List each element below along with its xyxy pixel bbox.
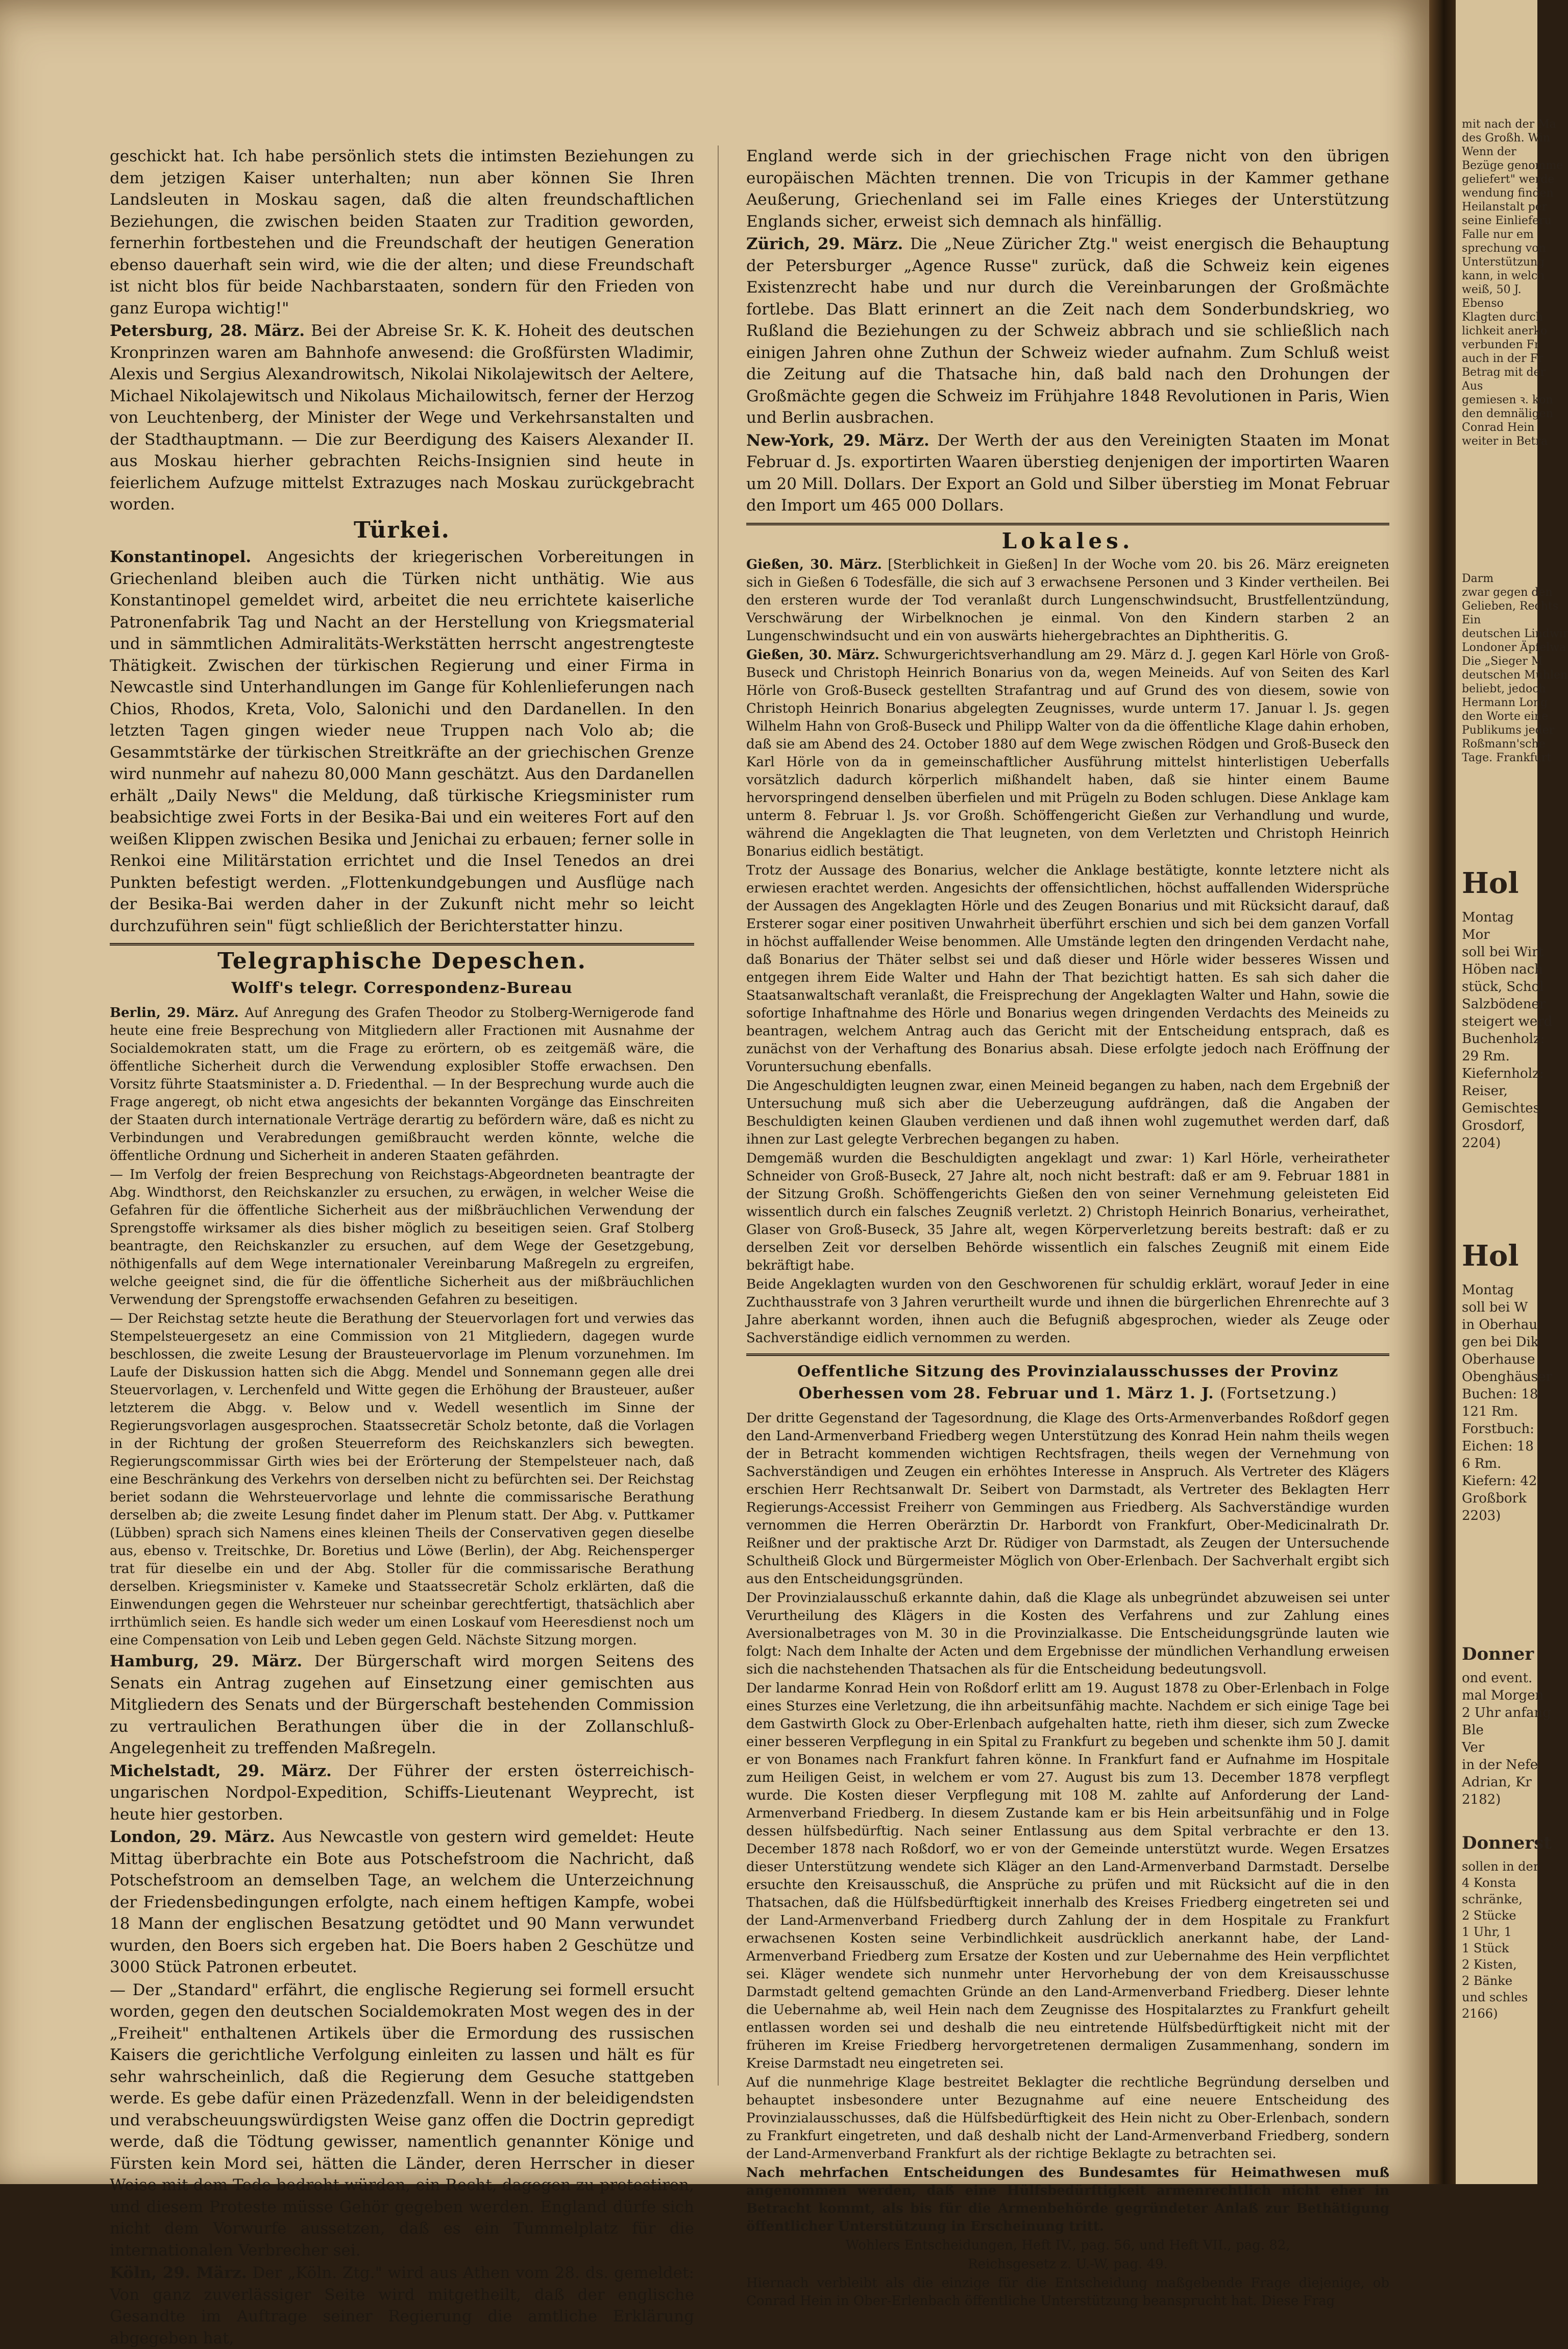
article-text: Auf Anregung des Grafen Theodor zu Stolberg-Wernigerode fand heute eine freie Besprechung von Mitgliedern aller Fractionen mit Ausnahme der Socialdemokraten statt, um die Frage zu erörtern, ob es zeitgemäß wäre, die öffentliche Sicherheit durch die Verwendung explosibler Stoffe erwachsen. Den Vorsitz führte Staatsminister a. D. Friedenthal. — In der Besprechung wurde auch die Frage angeregt, ob nicht etwa angesichts der bekannten Vorgänge das Einschreiten der Staaten durch internationale Verträge derartig zu befördern wäre, daß es nicht zu Verbindungen und Verabredungen gemißbraucht werden könnte, welche die öffentliche Ordnung und Sicherheit in anderen Staaten gefährden. (110, 1005, 694, 1164)
giessen-verdict: Beide Angeklagten wurden von den Geschworenen für schuldig erklärt, worauf Jeder in eine Zuchthausstrafe von 3 Jahren verurtheilt wurde und ihnen die bürgerlichen Ehrenrechte auf 3 Jahre aberkannt worden, ihnen auch die Befugniß abgesprochen, wieder als Zeuge oder Sachverständige eidlich vernommen zu werden. (746, 1277, 1389, 1346)
london-article (110, 1826, 694, 1978)
auction-notice-fragment (1462, 1669, 1551, 1808)
adjacent-column-fragment (1462, 572, 1568, 765)
article-text: Aus Newcastle von gestern wird gemeldet: Heute Mittag überbrachte ein Bote aus Potschefstroom die Nachricht, daß Potschefstroom an demselben Tage, an welchem die Unterzeichnung der Friedensbedingungen erfolgte, nach einem heftigen Kampfe, wobei 18 Mann der englischen Besatzung getödtet und 90 Mann verwundet wurden, den Boers sich ergeben hat. Die Boers haben 2 Geschütze und 3000 Stück Patronen erbeutet. (110, 1828, 695, 1976)
dateline: New-York, 29. März. (746, 431, 929, 450)
left-column (110, 146, 695, 2347)
citation: Reichsgesetz z. U.-W, pag. 49. (968, 2257, 1168, 2272)
dateline: Berlin, 29. März. (110, 1005, 239, 1021)
fragment-line: 121 Rm. (1462, 1404, 1518, 1419)
fragment-line: 1 Uhr, 1 (1462, 1925, 1512, 1939)
fragment-line: geliefert" werde (1462, 173, 1555, 186)
auction-heading: Donnerst (1462, 1833, 1552, 1853)
fragment-line: Klagten durch (1462, 311, 1543, 324)
fragment-line: des Großh. Win (1462, 132, 1551, 144)
giessen-schwurgericht-article (746, 646, 1389, 861)
fragment-line: Londoner Äpfelwa (1462, 641, 1566, 654)
citation: Wohlers Entscheidungen, Heft IV., pag. 56, und Heft VII., pag. 82, (845, 2238, 1290, 2253)
auction-heading: Hol (1462, 1239, 1519, 1273)
berlin-reichstag-report: — Der Reichstag setzte heute die Berathung der Steuervorlagen fort und verwies das Stempelsteuergesetz an eine Commission von 21 Mitgliedern, dagegen wurde beschlossen, die zweite Lesung der Brausteuervorlage im Plenum vorzunehmen. Im Laufe der Diskussion hatten sich die Abgg. Mendel und Sonnemann gegen alle drei Steuervorlagen, v. Lerchenfeld und Witte gegen die Erhöhung der Brausteuer, außer letzterem die Abgg. v. Below und v. Wedell wesentlich im Sinne der Regierungsvorlagen ausgesprochen. Staatssecretär Scholz betonte, daß die Vorlagen in der Richtung der großen Steuerreform des Reichskanzlers sich bewegten. Regierungscommissar Girth wies bei der Erörterung der Stempelsteuer nach, daß eine Beschränkung des Verkehrs von derselben nicht zu befürchten sei. Der Reichstag beriet sodann die Wehrsteuervorlage und lehnte die commissarische Berathung derselben ab; die zweite Lesung findet daher im Plenum statt. Der Abg. v. Puttkamer (Lübben) sprach sich Namens eines kleinen Theils der Conservativen gegen dieselbe aus, ebenso v. Treitschke, Dr. Boretius und Löwe (Berlin), der Abg. Reichensperger trat für dieselbe ein und der Abg. Stoller für die commissarische Berathung derselben. Kriegsminister v. Kameke und Staatssecretär Scholz erklärten, daß die Einwendungen gegen die Wehrsteuer nur scheinbar gerechtfertigt, thatsächlich aber irrthümlich seien. Es handle sich weder um einen Loskauf vom Heeresdienst noch um eine Compensation von Leib und Leben gegen Geld. Nächste Sitzung morgen. (110, 1311, 694, 1648)
fragment-line: Gemischtes (1462, 1101, 1540, 1116)
koeln-article-end: England werde sich in der griechischen Frage nicht von den übrigen europäischen Mächten trennen. Die von Tricupis in der Kammer gethane Aeußerung, Griechenland sei im Falle eines Krieges der Unterstützung Englands sicher, erweist sich demnach als hinfällig. (746, 147, 1389, 231)
fragment-line: mit nach der Ma (1462, 118, 1556, 131)
fragment-line: den demnäligen (1462, 407, 1553, 420)
dateline: Konstantinopel. (110, 548, 252, 566)
fragment-line: Adrian, Kr (1462, 1775, 1532, 1790)
zuerich-article (746, 233, 1389, 429)
article-text: Der Bürgerschaft wird morgen Seitens des Senats ein Antrag zugehen auf Einsetzung einer gemischten aus Mitgliedern des Senats und der Bürgerschaft bestehenden Commission zu vertraulichen Berathungen über die in der Zollanschluß-Angelegenheit zu treffenden Maßregeln. (110, 1652, 694, 1757)
fragment-line: 2 Stücke (1462, 1908, 1516, 1923)
fragment-line: Bezüge genomme (1462, 159, 1563, 172)
fragment-line: kann, in welch (1462, 270, 1545, 282)
provinzialausschuss-text: Der Provinzialausschuß erkannte dahin, daß die Klage als unbegründet abzuweisen sei unter Verurtheilung des Klägers in die Kosten des Verfahrens und zur Zahlung eines Aversionalbetrages von M. 30 in die Provinzialkasse. Die Entscheidungsgründe lauten wie folgt: Nach dem Inhalte der Acten und dem Ergebnisse der mündlichen Verhandlung erweisen sich die nachstehenden Thatsachen als für die Entscheidung bedeutungsvoll. (746, 1590, 1389, 1677)
article-text: Schwurgerichtsverhandlung am 29. März d. J. gegen Karl Hörle von Groß-Buseck und Christoph Heinrich Bonarius von da, wegen Meineids. Auf von Seiten des Karl Hörle von Groß-Buseck gestellten Strafantrag und auf Grund des von diesem, sowie von Christoph Heinrich Bonarius abgelegten Zeugnisses, wurde unterm 17. Januar l. Js. gegen Wilhelm Hahn von Groß-Buseck und Philipp Walter von da die öffentliche Klage dahin erhoben, daß sie am Abend des 24. October 1880 auf dem Wege zwischen Rödgen und Groß-Buseck den Karl Hörle von da in gemeinschaftlicher Ausführung mittelst hinterlistigen Ueberfalls vorsätzlich dadurch körperlich mißhandelt haben, daß sie hinter einem Baume hervorspringend denselben überfielen und mit Prügeln zu Boden schlugen. Diese Anklage kam unterm 8. Februar l. Js. vor Großh. Schöffengericht Gießen zur Verhandlung und wurde, während die Angeklagten die That leugneten, von dem Verletzten und Christoph Heinrich Bonarius eidlich bestätigt. (746, 647, 1389, 859)
fragment-line: Hermann Long (1462, 696, 1548, 709)
provinzialausschuss-text: Der landarme Konrad Hein von Roßdorf erlitt am 19. August 1878 zu Ober-Erlenbach in Folge eines Sturzes eine Verletzung, die ihn arbeitsunfähig machte. Nachdem er sich einige Tage bei dem Gastwirth Glock zu Ober-Erlenbach aufgehalten hatte, rieth ihm dieser, sich zum Zwecke einer besseren Verpflegung in ein Spital zu Frankfurt zu begeben und schenkte ihm 50 J. damit er von Bonames nach Frankfurt fahren könne. In Frankfurt fand er Aufnahme im Hospitale zum Heiligen Geist, in welchem er vom 27. August bis zum 13. December 1878 verpflegt wurde. Die Kosten dieser Verpflegung mit 108 M. zahlte auf Anforderung der Land-Armenverband Friedberg. In diesem Zustande kam er bis Hein arbeitsunfähig und in Folge dessen hülfsbedürftig. Nach seiner Entlassung aus dem Spital verbrachte er den 13. December 1878 nach Roßdorf, wo er von der Gemeinde unterstützt wurde. Wegen Ersatzes dieser Unterstützung wendete sich Kläger an den Land-Armenverband Darmstadt. Derselbe ersuchte den Kreisausschuß, die Ansprüche zu prüfen und mit Rücksicht auf die in den Thatsachen, daß die Hülfsbedürftigkeit innerhalb des Kreises Friedberg eingetreten sei und der Land-Armenverband Friedberg durch Zahlung der in dem Hospitale zu Frankfurt erwachsenen Kosten seine Verbindlichkeit ausdrücklich anerkannt habe, der Land-Armenverband Friedberg zum Ersatze der Kosten und zur Uebernahme des Hein verpflichtet sei. Kläger wendete sich nunmehr unter Hervorhebung der von dem Kreisausschusse Darmstadt geltend gemachten Gründe an den Land-Armenverband Friedberg. Dieser lehnte die Uebernahme ab, weil Hein nach dem Zeugnisse des Hospitalarztes zu Frankfurt geheilt entlassen worden sei und deshalb die neu eintretende Hülfsbedürftigkeit nicht mit der früheren im Kreise Friedberg hervorgetretenen dermaligen Zusammenhang, sondern im Kreise Darmstadt neu eingetreten sei. (746, 1681, 1389, 2071)
fragment-line: Kiefern: 42 (1462, 1473, 1537, 1489)
fragment-line: 2 Bänke (1462, 1974, 1513, 1988)
provinzialausschuss-text: Der dritte Gegenstand der Tagesordnung, die Klage des Orts-Armenverbandes Roßdorf gegen den Land-Armenverband Friedberg wegen Unterstützung des Konrad Hein nahm theils wegen der in Betracht kommenden wichtigen Rechtsfragen, theils wegen der Vernehmung von Sachverständigen und Zeugen ein erhöhtes Interesse in Anspruch. Als Vertreter des Klägers erschien Herr Rechtsanwalt Dr. Seibert von Darmstadt, als Vertreter des Beklagten Herr Regierungs-Accessist Freiherr von Gemmingen aus Friedberg. Als Sachverständige wurden vernommen die Herren Oberärztin Dr. Harbordt von Frankfurt, Ober-Medicinalrath Dr. Reißner und der praktische Arzt Dr. Rüdiger von Darmstadt, als Zeugen der Untersuchende Schultheiß Glock und Bürgermeister Möglich von Ober-Erlenbach. Der Sachverhalt ergibt sich aus den Entscheidungsgründen. (746, 1411, 1389, 1587)
fragment-line: deutschen Lindwir (1462, 627, 1568, 640)
giessen-schwurgericht-continued: Die Angeschuldigten leugnen zwar, einen Meineid begangen zu haben, nach dem Ergebniß der Untersuchung muß sich aber die Ueberzeugung aufdrängen, daß die Angaben der Beschuldigten keinen Glauben verdienen und daß ihnen wohl zugemuthet werden darf, daß ihnen zur Last gelegte Verbrechen begangen zu haben. (746, 1078, 1389, 1147)
fragment-line: weiß, 50 J. (1462, 283, 1522, 296)
dateline: Gießen, 30. März. (746, 647, 879, 663)
fragment-line: 4 Konsta (1462, 1876, 1516, 1890)
fragment-line: 2204) (1462, 1135, 1501, 1151)
petersburg-article (110, 320, 694, 516)
fragment-line: Reiser, (1462, 1083, 1508, 1099)
auction-notice-fragment (1462, 1858, 1538, 2022)
auction-heading: Donner (1462, 1644, 1534, 1664)
fragment-line: beliebt, jedoch (1462, 683, 1546, 695)
hamburg-article (110, 1651, 694, 1759)
fragment-line: Montag (1462, 1282, 1514, 1298)
newyork-article (746, 430, 1389, 517)
provinzialausschuss-text: Auf die nunmehrige Klage bestreitet Beklagter die rechtliche Begründung derselben und behauptet insbesondere unter Bezugnahme auf eine neuere Entscheidung des Provinzialausschusses, daß die Hülfsbedürftigkeit des Hein nicht zu Ober-Erlenbach, sondern zu Frankfurt eingetreten, und daß deshalb nicht der Land-Armenverband Friedberg, sondern der Land-Armenverband Frankfurt als der richtige Beklagte zu betrachten sei. (746, 2075, 1389, 2162)
dateline: London, 29. März. (110, 1828, 275, 1846)
section-rule (746, 523, 1389, 525)
fragment-line: 2 Uhr anfang (1462, 1705, 1551, 1721)
fragment-line: lichkeit anerko (1462, 325, 1548, 337)
section-heading-lokales: Lokales. (1001, 528, 1134, 553)
fragment-line: 2166) (1462, 2006, 1498, 2021)
book-gutter (1429, 0, 1456, 2184)
intro-paragraph: geschickt hat. Ich habe persönlich stets die intimsten Beziehungen zu dem jetzigen Kaiser unterhalten; nun aber können Sie Ihren Landsleuten in Moskau sagen, daß die alten freundschaftlichen Beziehungen, die zwischen beiden Staaten zur Tradition geworden, fernerhin fortbestehen und die Freundschaft der heutigen Generation ebenso dauerhaft sein wird, wie die der alten; und diese Freundschaft ist nicht blos für beide Nachbarstaaten, sondern für den Frieden von ganz Europa wichtig!" (110, 147, 694, 318)
fragment-line: den Worte eine (1462, 710, 1549, 723)
fragment-line: gen bei Dik (1462, 1335, 1539, 1350)
section-heading-tuerkei: Türkei. (353, 517, 451, 543)
giessen-schwurgericht-continued: Trotz der Aussage des Bonarius, welcher die Anklage bestätigte, konnte letztere nicht als erwiesen erachtet werden. Angesichts der offensichtlichen, höchst auffallenden Widersprüche der Aussagen des Angeklagten Hörle und des Zeugen Bonarius und mit Rücksicht darauf, daß Ersterer sogar einer positiven Unwahrheit überführt erschien und sich bei dem ganzen Vorfall in höchst auffallender Weise benommen. Alle Umstände legten den dringenden Verdacht nahe, daß Bonarius der Thäter selbst sei und daß dieser und Hörle wider besseres Wissen und entgegen ihrem Eide Walter und Hahn der That bezichtigt hatten. Es sah sich daher die Staatsanwaltschaft veranlaßt, die Freisprechung der Angeklagten Walter und Hahn, sowie die sofortige Inhaftnahme des Hörle und Bonarius wegen dringenden Verdachts des Meineids zu beantragen, welchem Antrag auch das Gericht mit der Entscheidung entsprach, daß es zunächst von der Verhaftung des Bonarius absah. Diese erfolgte jedoch nach Eröffnung der Voruntersuchung ebenfalls. (746, 863, 1389, 1075)
adjacent-page-edge (1456, 0, 1568, 2184)
fragment-line: Darm (1462, 572, 1494, 585)
konstantinopel-article (110, 546, 694, 937)
fragment-line: Forstbuch: (1462, 1421, 1534, 1437)
fragment-line: in der Nefe (1462, 1757, 1538, 1773)
article-text: [Sterblichkeit in Gießen] In der Woche vom 20. bis 26. März ereigneten sich in Gießen 6 Todesfälle, die sich auf 3 erwachsene Personen und 3 Kinder vertheilen. Bei den ersteren wurde der Tod veranlaßt durch Lungenschwindsucht, Brustfellentzündung, Verschwärung der Wirbelknochen je einmal. Von den Kindern starben 2 an Lungenschwindsucht und ein von auswärts hiehergebrachtes an Diphtheritis. G. (746, 557, 1389, 644)
fragment-line: Montag (1462, 910, 1514, 925)
auction-notice-fragment (1462, 909, 1553, 1152)
fragment-line: Die „Sieger M (1462, 655, 1543, 668)
fragment-line: Ver (1462, 1740, 1485, 1755)
fragment-line: deutschen Mühlen (1462, 669, 1568, 682)
fragment-line: Ein (1462, 614, 1481, 626)
dateline: Gießen, 30. März. (746, 557, 882, 572)
heading-text: Oeffentliche Sitzung des Provinzialausschusses der Provinz Oberhessen vom 28. Februar und 1. März 1. J. (797, 1363, 1339, 1402)
fragment-line: Unterstützung (1462, 256, 1545, 269)
fragment-line: Mor (1462, 927, 1490, 942)
fragment-line: ond event. (1462, 1670, 1533, 1686)
fragment-line: seine Einlieferu (1462, 214, 1552, 227)
fragment-line: Obenghäuser (1462, 1369, 1552, 1385)
fragment-line: 1 Stück (1462, 1941, 1509, 1955)
fragment-line: soll bei W (1462, 1300, 1528, 1315)
fragment-line: auch in der Fr (1462, 352, 1544, 365)
michelstadt-article (110, 1760, 694, 1826)
fragment-line: Conrad Hein (1462, 421, 1535, 434)
fragment-line: sollen in der (1462, 1859, 1539, 1874)
berlin-article (110, 1004, 694, 1165)
fragment-line: wendung finden (1462, 187, 1554, 200)
article-text: Die „Neue Züricher Ztg." weist energisch die Behauptung der Petersburger „Agence Russe" zurück, daß die Schweiz kein eigenes Existenzrecht habe und nur durch die Vereinbarungen der Großmächte fortlebe. Das Blatt erinnert an die Zeit nach dem Sonderbundskrieg, wo Rußland die Beziehungen zu der Schweiz abbrach und sie schließlich nach einigen Jahren ohne Zuthun der Schweiz wieder aufnahm. Zum Schluß weist die Zeitung auf die Thatsache hin, daß bald nach den Drohungen der Großmächte gegen die Schweiz im Frühjahre 1848 Revolutionen in Paris, Wien und Berlin ausbrachen. (746, 235, 1389, 427)
provinzialausschuss-text: Nach mehrfachen Entscheidungen des Bundesamtes für Heimathwesen muß angenommen werden, daß eine Hülfsbedürftigkeit armenrechtlich nicht eher in Betracht kommt, als bis für die Armenbehörde gegründeter Anlaß zur Bethätigung öffentlicher Unterstützung in Erscheinung tritt. (746, 2165, 1389, 2234)
fragment-line: Falle nur em (1462, 228, 1534, 241)
fragment-line: 2182) (1462, 1792, 1501, 1807)
dateline: Köln, 29. März. (110, 2264, 247, 2282)
section-rule (746, 1353, 1389, 1356)
dateline: Zürich, 29. März. (746, 235, 903, 253)
article-text: Angesichts der kriegerischen Vorbereitungen in Griechenland bleiben auch die Türken nicht unthätig. Wie aus Konstantinopel gemeldet wird, arbeitet die neu errichtete kaiserliche Patronenfabrik Tag und Nacht an der Herstellung von Kriegsmaterial und in sämmtlichen Admiralitäts-Werkstätten herrscht angestrengteste Thätigkeit. Zwischen der türkischen Regierung und einer Firma in Newcastle sind Unterhandlungen im Gange für Kohlenlieferungen nach Chios, Rhodos, Kreta, Volo, Salonichi und den Dardanellen. In den letzten Tagen gingen wieder neue Truppen nach Volo ab; die Gesammtstärke der türkischen Streitkräfte an der griechischen Grenze wird nunmehr auf nahezu 80,000 Mann geschätzt. Aus den Dardanellen erhält „Daily News" die Meldung, daß türkische Kriegsminister rum beabsichtige zwei Forts in der Besika-Bai und ein weiteres Fort auf den weißen Klippen zwischen Besika und Jenichai zu erbauen; ferner solle in Renkoi eine Militärstation errichtet und die Insel Tenedos an drei Punkten befestigt werden. „Flottenkundgebungen und Ausflüge nach der Besika-Bai werden daher in der Zukunft nicht mehr so leicht durchzuführen sein" fügt schließlich der Berichterstatter hinzu. (110, 548, 694, 935)
provinzialausschuss-text: Hiernach verbleibt als die einzige für die Entscheidung maßgebende Frage diejenige, ob Conrad Hein in Ober-Erlenbach öffentliche Unterstützung beansprucht hat. Diese Frag (746, 2275, 1389, 2309)
adjacent-column-fragment (1462, 117, 1563, 448)
fragment-line: Salzbödener (1462, 997, 1546, 1012)
article-text: Der Werth der aus den Vereinigten Staaten im Monat Februar d. Js. exportirten Waaren überstieg denjenigen der importirten Waaren um 20 Mill. Dollars. Der Export an Gold und Silber überstieg im Monat Februar den Import um 465 000 Dollars. (746, 431, 1389, 515)
bureau-subheading: Wolff's telegr. Correspondenz-Bureau (231, 979, 573, 997)
section-heading-telegraphische-depeschen: Telegraphische Depeschen. (217, 948, 586, 974)
fragment-line: verbunden Fr (1462, 338, 1540, 351)
fragment-line: Buchen: 18 (1462, 1387, 1538, 1402)
article-text: Der „Köln. Ztg." wird aus Athen vom 28. ds. gemeldet: Von ganz zuverlässiger Seite wird mitgetheilt, daß der englische Gesandte im Auftrage seiner Regierung die amtliche Erklärung abgegeben hat, (110, 2264, 695, 2347)
giessen-charges: Demgemäß wurden die Beschuldigten angeklagt und zwar: 1) Karl Hörle, verheiratheter Schneider von Groß-Buseck, 27 Jahre alt, noch nicht bestraft: daß er am 9. Februar 1881 in der Sitzung Großh. Schöffengerichts Gießen den von seiner Vernehmung geleisteten Eid wissentlich durch ein falsches Zeugniß verletzt. 2) Christoph Heinrich Bonarius, verheirathet, Glaser von Groß-Buseck, 35 Jahre alt, wegen Körperverletzung bereits bestraft: daß er zu derselben Zeit vor derselben Behörde wissentlich ein falsches Zeugniß mit einem Eide bekräftigt habe. (746, 1151, 1389, 1273)
fragment-line: und schles (1462, 1990, 1528, 2004)
fragment-line: Ble (1462, 1723, 1484, 1738)
fragment-line: Ebenso (1462, 297, 1504, 310)
fragment-line: sprechung von (1462, 242, 1546, 255)
fragment-line: in Oberhau (1462, 1317, 1538, 1333)
fragment-line: soll bei Wirt (1462, 945, 1544, 960)
fragment-line: Wenn der (1462, 146, 1516, 158)
fragment-line: Tage. Frankfurt (1462, 752, 1552, 764)
dateline: Petersburg, 28. März. (110, 322, 305, 340)
fragment-line: Kiefernholz: (1462, 1066, 1544, 1081)
fragment-line: Buchenholz: (1462, 1031, 1545, 1047)
fragment-line: 29 Rm. (1462, 1049, 1510, 1064)
fragment-line: weiter in Betra (1462, 435, 1548, 448)
berlin-article-continued: — Im Verfolg der freien Besprechung von Reichstags-Abgeordneten beantragte der Abg. Windthorst, den Reichskanzler zu ersuchen, zu erwägen, in welcher Weise die Gefahren für die öffentliche Sicherheit aus der mißbräuchlichen Verwendung der Sprengstoffe wirksamer als dies bisher möglich zu beseitigen seien. Graf Stolberg beantragte, den Reichskanzler zu ersuchen, auf dem Wege der Gesetzgebung, nöthigenfalls auf dem Wege internationaler Vereinbarung Maßregeln zu ergreifen, welche geeignet sind, die für die öffentliche Sicherheit aus der mißbräuchlichen Verwendung der Sprengstoffe erwachsenden Gefahren zu beseitigen. (110, 1167, 694, 1307)
fragment-line: Grosdorf, (1462, 1118, 1525, 1133)
fragment-line: Betrag mit der (1462, 366, 1546, 379)
dateline: Michelstadt, 29. März. (110, 1761, 332, 1780)
fragment-line: Roßmann'sche (1462, 738, 1546, 750)
fragment-line: Aus (1462, 380, 1483, 393)
fragment-line: zwar gegen den (1462, 586, 1553, 599)
section-rule (110, 943, 694, 946)
fragment-line: Oberhause (1462, 1352, 1535, 1367)
fragment-line: 6 Rm. (1462, 1456, 1502, 1471)
auction-notice-fragment (1462, 1281, 1552, 1524)
continuation-note: (Fortsetzung.) (1220, 1384, 1337, 1402)
london-article-continued: — Der „Standard" erfährt, die englische Regierung sei formell ersucht worden, gegen den deutschen Socialdemokraten Most wegen des in der „Freiheit" enthaltenen Artikels über die Ermordung des russischen Kaisers die gerichtliche Verfolgung einleiten zu lassen und hält es für sehr wahrscheinlich, daß die Regierung dem Gesuche stattgeben werde. Es gebe dafür einen Präzedenzfall. Wenn in der beleidigendsten und verabscheuungswürdigsten Weise ganz offen die Doctrin gepredigt werde, daß die Tödtung gewisser, namentlich genannter Könige und Fürsten kein Mord sei, hätten die Länder, deren Herrscher in dieser Weise mit dem Tode bedroht würden, ein Recht, dagegen zu protestiren, und diesem Proteste müsse Gehör gegeben werden. England dürfe sich nicht dem Vorwurfe aussetzen, daß es ein Tummelplatz für die internationalen Verbrecher sei. (110, 1980, 694, 2260)
right-column (746, 146, 1389, 2309)
giessen-sterblichkeit-article (746, 556, 1389, 645)
article-text: Der Führer der ersten österreichisch-ungarischen Nordpol-Expedition, Schiffs-Lieutenant Weyprecht, ist heute hier gestorben. (110, 1761, 694, 1824)
fragment-line: Großbork (1462, 1491, 1527, 1506)
dateline: Hamburg, 29. März. (110, 1652, 303, 1670)
fragment-line: mal Morgen (1462, 1688, 1544, 1703)
article-text: Bei der Abreise Sr. K. K. Hoheit des deutschen Kronprinzen waren am Bahnhofe anwesend: die Großfürsten Wladimir, Alexis und Sergius Alexandrowitsch, Nikolai Nikolajewitsch der Aeltere, Michael Nikolajewitsch und Nikolaus Michailowitsch, ferner der Herzog von Leuchtenberg, der Minister der Wege und Verkehrsanstalten und der Stadthauptmann. — Die zur Beerdigung des Kaisers Alexander II. aus Moskau hierher gebrachten Reichs-Insignien sind heute in feierlichem Aufzuge mittelst Extrazuges nach Moskau zurückgebracht worden. (110, 322, 694, 514)
fragment-line: 2203) (1462, 1508, 1501, 1523)
fragment-line: steigert werd (1462, 1014, 1553, 1029)
fragment-line: schränke, (1462, 1892, 1523, 1906)
column-divider (718, 146, 719, 2086)
fragment-line: Heilanstalt per (1462, 201, 1548, 213)
fragment-line: Höben nach (1462, 962, 1543, 977)
auction-heading: Hol (1462, 866, 1519, 900)
fragment-line: 2 Kisten, (1462, 1957, 1517, 1972)
fragment-line: Gelieben, Rechts (1462, 600, 1559, 613)
fragment-line: Eichen: 18 (1462, 1439, 1534, 1454)
provinzialausschuss-heading (746, 1361, 1389, 1404)
fragment-line: stück, Schol (1462, 979, 1544, 995)
koeln-article (110, 2262, 694, 2349)
fragment-line: Publikums jeder (1462, 724, 1555, 737)
fragment-line: gemiesen ꝛ. kon (1462, 394, 1553, 406)
